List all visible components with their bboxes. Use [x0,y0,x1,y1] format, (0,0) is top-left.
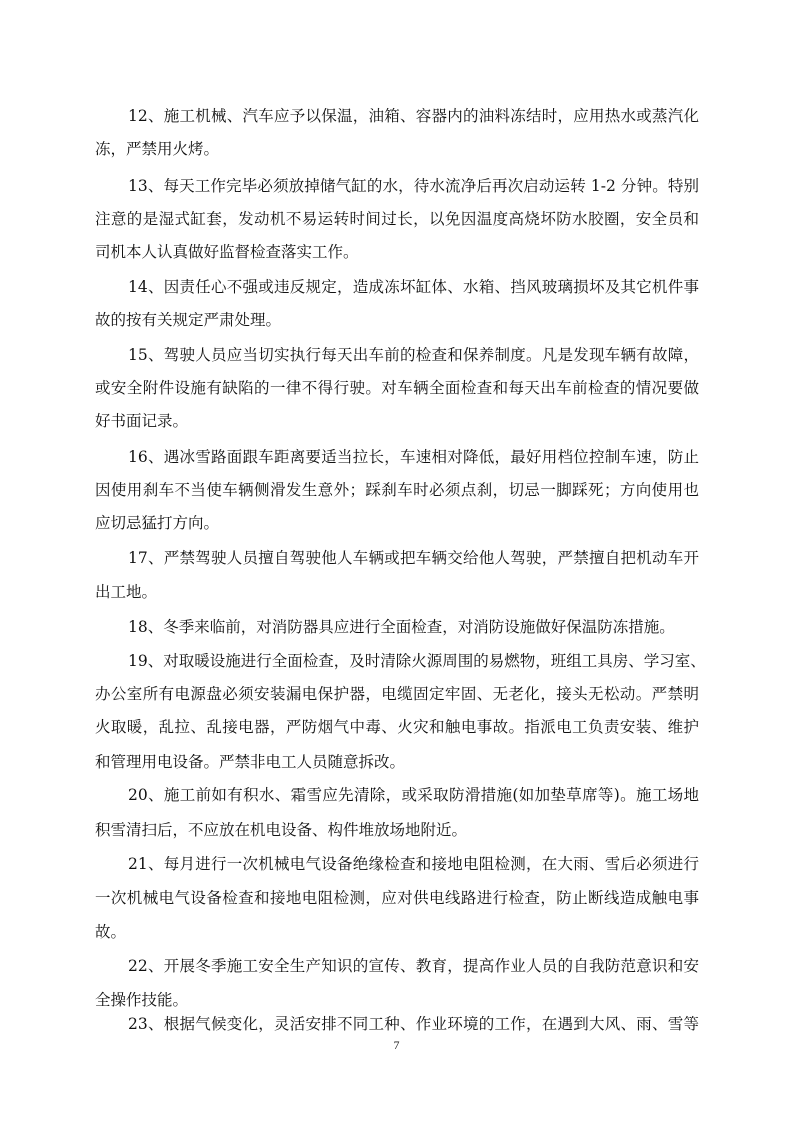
paragraph-19-line-2: 办公室所有电源盘必须安装漏电保护器，电缆固定牢固、无老化，接头无松动。严禁明 [95,685,699,703]
paragraph-21-line-3: 故。 [95,923,127,941]
paragraph-15-line-3: 好书面记录。 [95,412,189,430]
page-number: 7 [393,1038,400,1052]
paragraph-16-line-2: 因使用刹车不当使车辆侧滑发生意外；踩刹车时必须点刹，切忌一脚踩死；方向使用也 [95,481,699,499]
paragraph-22-line-1: 22、开展冬季施工安全生产知识的宣传、教育，提高作业人员的自我防范意识和安 [128,957,699,975]
paragraph-13-line-3: 司机本人认真做好监督检查落实工作。 [95,243,359,261]
paragraph-14-line-1: 14、因责任心不强或违反规定，造成冻坏缸体、水箱、挡风玻璃损坏及其它机件事 [128,278,699,296]
paragraph-16-line-1: 16、遇冰雪路面跟车距离要适当拉长，车速相对降低，最好用档位控制车速，防止 [128,448,699,466]
paragraph-19-line-4: 和管理用电设备。严禁非电工人员随意拆改。 [95,753,406,771]
paragraph-14-line-2: 故的按有关规定严肃处理。 [95,311,282,329]
paragraph-13-line-1: 13、每天工作完毕必须放掉储气缸的水，待水流净后再次启动运转 1-2 分钟。特别 [128,177,699,195]
paragraph-15-line-1: 15、驾驶人员应当切实执行每天出车前的检查和保养制度。凡是发现车辆有故障， [128,346,699,364]
paragraph-17-line-1: 17、严禁驾驶人员擅自驾驶他人车辆或把车辆交给他人驾驶，严禁擅自把机动车开 [128,549,699,567]
paragraph-22-line-2: 全操作技能。 [95,991,189,1009]
paragraph-19-line-3: 火取暖，乱拉、乱接电器，严防烟气中毒、火灾和触电事故。指派电工负责安装、维护 [95,718,699,736]
paragraph-19-line-1: 19、对取暖设施进行全面检查，及时清除火源周围的易燃物，班组工具房、学习室、 [128,652,706,670]
paragraph-16-line-3: 应切忌猛打方向。 [95,514,220,532]
paragraph-12-line-1: 12、施工机械、汽车应予以保温，油箱、容器内的油料冻结时，应用热水或蒸汽化 [128,107,699,125]
paragraph-21-line-1: 21、每月进行一次机械电气设备绝缘检查和接地电阻检测，在大雨、雪后必须进行 [128,855,699,873]
paragraph-12-line-2: 冻，严禁用火烤。 [95,140,220,158]
paragraph-13-line-2: 注意的是湿式缸套，发动机不易运转时间过长，以免因温度高烧坏防水胶圈，安全员和 [95,210,699,228]
paragraph-21-line-2: 一次机械电气设备检查和接地电阻检测，应对供电线路进行检查，防止断线造成触电事 [95,889,699,907]
paragraph-23-line-1: 23、根据气候变化，灵活安排不同工种、作业环境的工作，在遇到大风、雨、雪等 [128,1015,699,1033]
paragraph-20-line-2: 积雪清扫后，不应放在机电设备、构件堆放场地附近。 [95,821,468,839]
paragraph-15-line-2: 或安全附件设施有缺陷的一律不得行驶。对车辆全面检查和每天出车前检查的情况要做 [95,379,699,397]
paragraph-18-line-1: 18、冬季来临前，对消防器具应进行全面检查，对消防设施做好保温防冻措施。 [128,618,675,636]
paragraph-17-line-2: 出工地。 [95,583,158,601]
paragraph-20-line-1: 20、施工前如有积水、霜雪应先清除，或采取防滑措施(如加垫草席等)。施工场地 [128,786,699,804]
